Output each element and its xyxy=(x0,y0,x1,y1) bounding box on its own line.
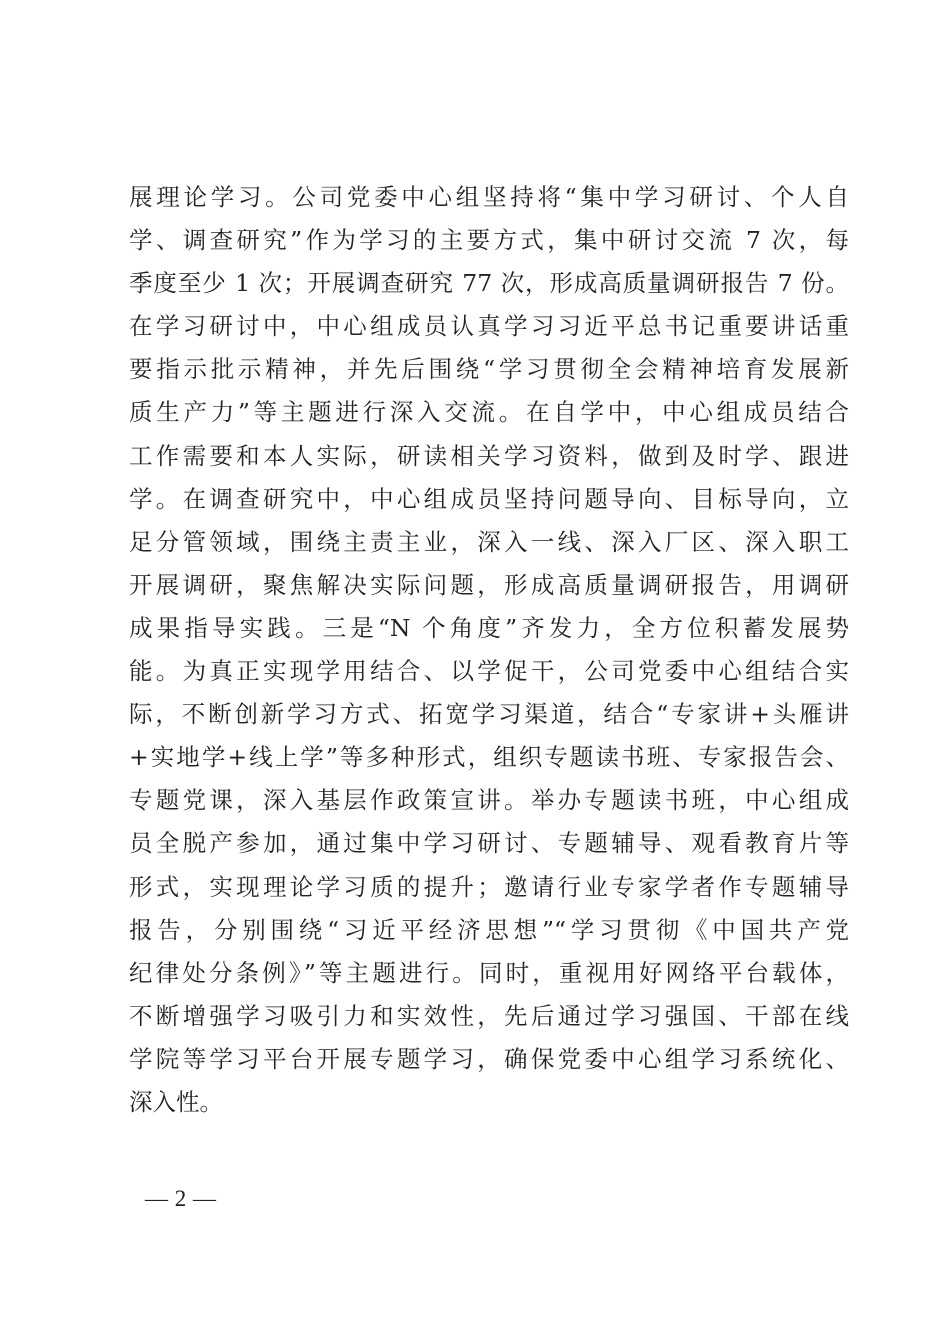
text-line: 季度至少 1 次；开展调查研究 77 次，形成高质量调研报告 7 份。 xyxy=(129,269,849,298)
body-paragraph xyxy=(129,176,849,1124)
text-line: 形式，实现理论学习质的提升；邀请行业专家学者作专题辅导 xyxy=(129,872,849,901)
page-number: — 2 — xyxy=(145,1186,217,1211)
text-line: 际，不断创新学习方式、拓宽学习渠道，结合“专家讲+头雁讲 xyxy=(129,700,849,729)
text-line: 员全脱产参加，通过集中学习研讨、专题辅导、观看教育片等 xyxy=(129,829,849,858)
text-line: 足分管领域，围绕主责主业，深入一线、深入厂区、深入职工 xyxy=(129,527,849,556)
text-line: 工作需要和本人实际，研读相关学习资料，做到及时学、跟进 xyxy=(129,441,849,470)
text-line: 纪律处分条例》”等主题进行。同时，重视用好网络平台载体， xyxy=(129,958,849,987)
text-line: 专题党课，深入基层作政策宣讲。举办专题读书班，中心组成 xyxy=(129,786,849,815)
text-line: 报告，分别围绕“习近平经济思想”“学习贯彻《中国共产党 xyxy=(129,915,849,944)
text-line: +实地学+线上学”等多种形式，组织专题读书班、专家报告会、 xyxy=(129,743,849,772)
text-line: 能。为真正实现学用结合、以学促干，公司党委中心组结合实 xyxy=(129,657,849,686)
text-line: 不断增强学习吸引力和实效性，先后通过学习强国、干部在线 xyxy=(129,1001,849,1030)
text-line: 成果指导实践。三是“N 个角度”齐发力，全方位积蓄发展势 xyxy=(129,613,849,642)
text-line: 学院等学习平台开展专题学习，确保党委中心组学习系统化、 xyxy=(129,1044,849,1073)
text-line: 学。在调查研究中，中心组成员坚持问题导向、目标导向，立 xyxy=(129,484,849,513)
text-line-last: 深入性。 xyxy=(129,1087,223,1116)
text-line: 要指示批示精神，并先后围绕“学习贯彻全会精神培育发展新 xyxy=(129,355,849,384)
text-line: 展理论学习。公司党委中心组坚持将“集中学习研讨、个人自 xyxy=(129,183,849,211)
text-line: 在学习研讨中，中心组成员认真学习习近平总书记重要讲话重 xyxy=(129,312,849,341)
text-line: 质生产力”等主题进行深入交流。在自学中，中心组成员结合 xyxy=(129,398,849,427)
text-line: 学、调查研究”作为学习的主要方式，集中研讨交流 7 次，每 xyxy=(129,226,849,255)
text-line: 开展调研，聚焦解决实际问题，形成高质量调研报告，用调研 xyxy=(129,570,849,599)
